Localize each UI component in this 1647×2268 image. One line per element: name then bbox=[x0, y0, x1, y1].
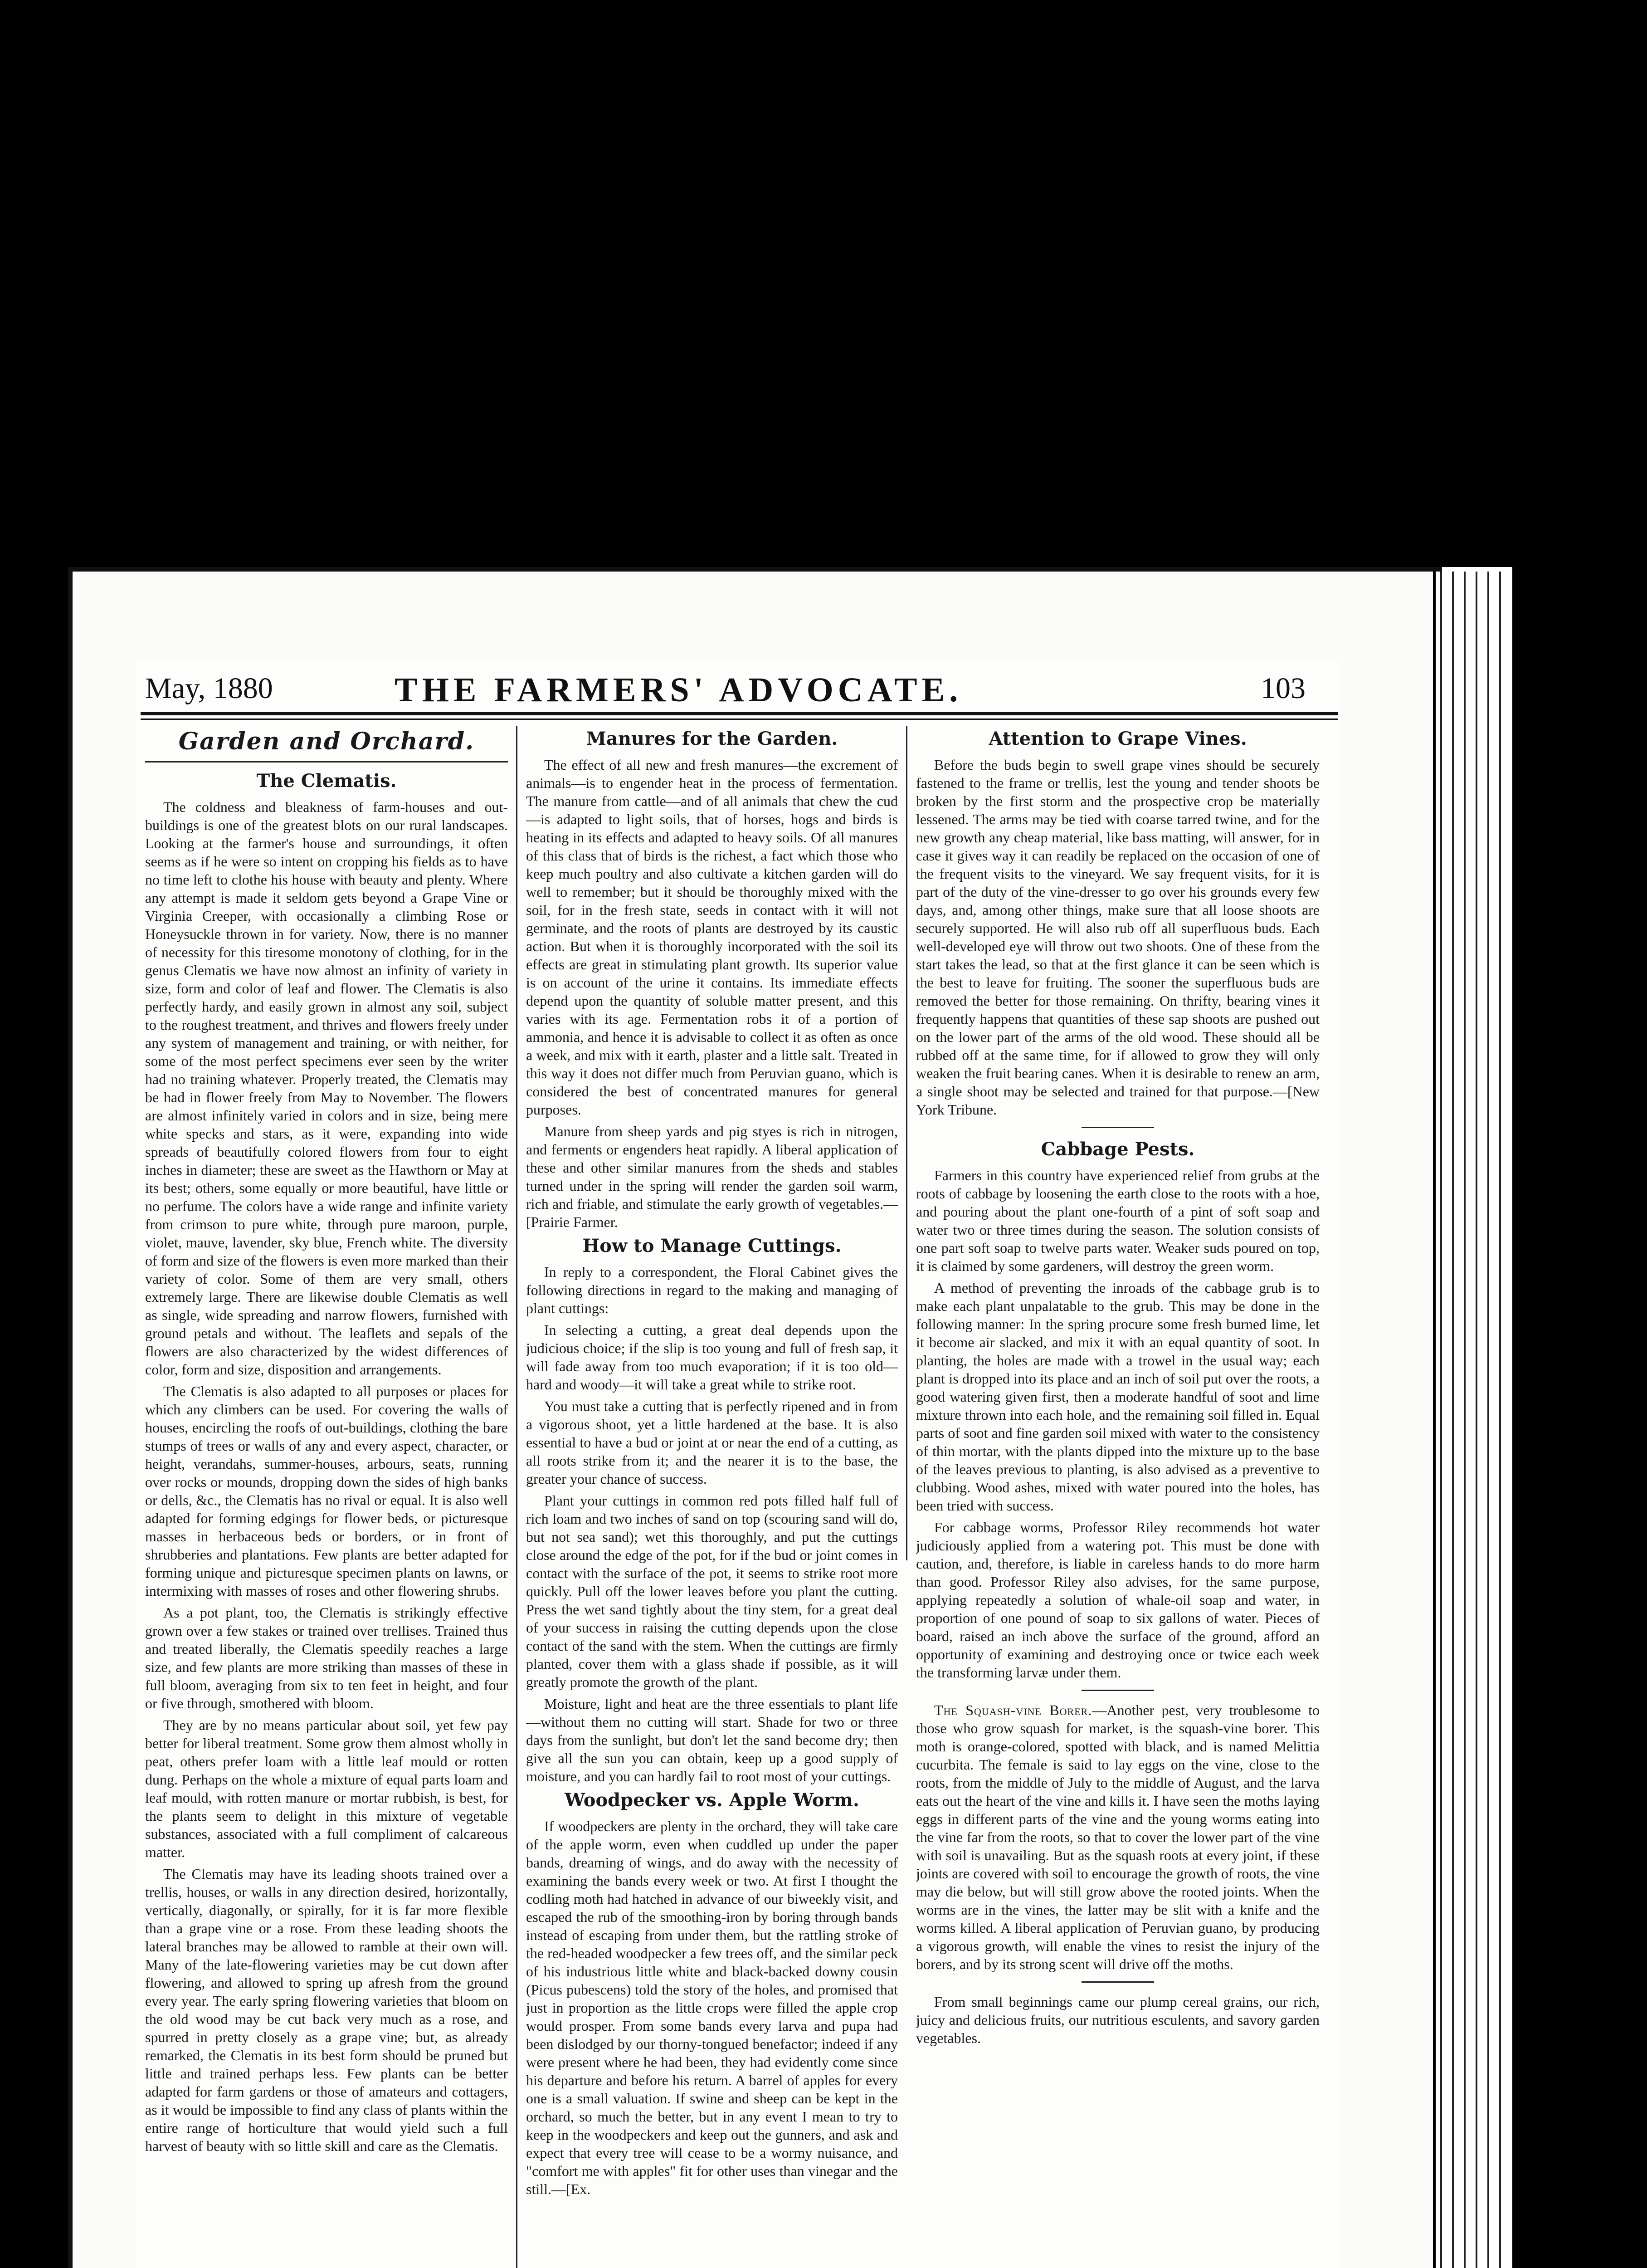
section-divider bbox=[1082, 1981, 1154, 1983]
column-3 bbox=[916, 726, 1320, 2268]
paragraph: The Clematis is also adapted to all purposes or places for which any climbers can be used. For covering the walls of houses, encircling the roofs of out-buildings, clothing the bare stumps of trees or walls of any and every aspect, character, or height, verandahs, summer-houses, arbours, seats, running over rocks or mounds, dropping down the sides of high banks or dells, &c., the Clematis has no rival or equal. It is also well adapted for forming edgings for flower beds, or picturesque masses in herbaceous beds or borders, or in front of shrubberies and plantations. Few plants are better adapted for forming unique and picturesque specimen plants on lawns, or intermixing with masses of roses and other flowering shrubs. bbox=[145, 1383, 508, 1599]
scan-background bbox=[0, 0, 1647, 567]
squash-borer-lead: The Squash-vine Borer. bbox=[934, 1702, 1092, 1718]
paragraph: The effect of all new and fresh manures—the excrement of animals—is to engender heat in the process of fermentation. The manure from cattle—and of all animals that chew the cud—is adapted to light soils, that of horses, hogs and birds is heating in its effects and adapted to heavy soils. Of all manures of this class that of birds is the richest, a fact which those who keep much poultry and also cultivate a kitchen garden will do well to remember; but it should be thoroughly mixed with the soil, for in the fresh state, seeds in contact with it will not germinate, and the roots of plants are destroyed by its caustic action. But when it is thoroughly incorporated with the soil its effects are great in stimulating plant growth. Its superior value is on account of the urine it contains. Its immediate effects depend upon the quantity of soluble matter present, and this varies with its age. Fermentation robs it of a portion of ammonia, and hence it is advisable to collect it as often as once a week, and mix with it earth, plaster and a little salt. Treated in this way it does not differ much from Peruvian guano, which is considered the best of concentrated manures for general purposes. bbox=[526, 757, 898, 1118]
paragraph: If woodpeckers are plenty in the orchard, they will take care of the apple worm, even when cuddled up under the paper bands, dreaming of wings, and do away with the necessity of examining the bands every week or two. At first I thought the codling moth had hatched in advance of our biweekly visit, and escaped the rub of the smoothing-iron by boring through bands instead of escaping from under them, but the rattling stroke of the red-headed woodpecker a few trees off, and the similar peck of his industrious little white and black-backed downy cousin (Picus pubescens) told the story of the holes, and promised that just in proportion as the little crops were filled the apple crop would prosper. From some bands every larva and pupa had been dislodged by our thorny-tongued benefactor; indeed if any were present where he had been, they had evidently come since his departure and before his return. A barrel of apples for every one is a small valuation. If swine and sheep can be kept in the orchard, so much the better, but in any event I mean to try to keep in the woodpeckers and keep out the gunners, and ask and expect that every tree will cease to be a wormy nuisance, and "comfort me with apples" fit for other uses than vinegar and the still.—[Ex. bbox=[526, 1818, 898, 2197]
column-divider-1 bbox=[516, 726, 517, 2268]
masthead-title: THE FARMERS' ADVOCATE. bbox=[395, 671, 963, 709]
paragraph: As a pot plant, too, the Clematis is strikingly effective grown over a few stakes or trained over trellises. Trained thus and treated liberally, the Clematis speedily reaches a large size, and few plants are more striking than masses of these in full bloom, averaging from six to ten feet in height, and four or five through, smothered with bloom. bbox=[145, 1604, 508, 1711]
article-title-cabbage: Cabbage Pests. bbox=[1041, 1139, 1195, 1160]
paragraph: The coldness and bleakness of farm-houses and out-buildings is one of the greatest blots on our rural landscapes. Looking at the farmer's house and surroundings, it often seems as if he were so intent on cropping his fields as to have no time left to clothe his house with beauty and plenty. Where any attempt is made it seldom gets beyond a Grape Vine or Virginia Creeper, with occasionally a climbing Rose or Honeysuckle thrown in for variety. Now, there is no manner of necessity for this tiresome monotony of clothing, for in the genus Clematis we have now almost an infinity of variety in size, form and color of leaf and flower. The Clematis is also perfectly hardy, and easily grown in almost any soil, subject to the roughest treatment, and thrives and flowers freely under any system of management and training, or with neither, for some of the most perfect specimens ever seen by the writer had no training whatever. Properly treated, the Clematis may be had in flower freely from May to November. The flowers are almost infinitely varied in colors and in size, being mere white specks and stars, as it were, expanding into wide spreads of beautifully colored flowers from four to eight inches in diameter; these are sweet as the Hawthorn or May at its best; others, some equally or more beautiful, have little or no perfume. The colors have a wide range and infinite variety from crimson to pure white, through pure maroon, purple, violet, mauve, lavender, sky blue, French white. The diversity of form and size of the flowers is even more marked than their variety of color. Some of them are very small, others extremely large. There are likewise double Clematis as well as single, wide spreading and narrow flowers, furnished with ground petals and without. The leaflets and sepals of the flowers are also characterized by the widest differences of color, form and size, disposition and arrangements. bbox=[145, 799, 508, 1378]
column-divider-2 bbox=[906, 726, 907, 1560]
article-title-grapes: Attention to Grape Vines. bbox=[989, 728, 1247, 749]
section-divider bbox=[1082, 1127, 1154, 1128]
column-1 bbox=[145, 726, 508, 2268]
page-edges bbox=[1433, 572, 1510, 2268]
page-header bbox=[136, 662, 1342, 708]
department-rule bbox=[145, 761, 508, 763]
paragraph: In reply to a correspondent, the Floral Cabinet gives the following directions in regard to the making and managing of plant cuttings: bbox=[526, 1264, 898, 1316]
paragraph: Plant your cuttings in common red pots filled half full of rich loam and two inches of sand on top (scouring sand will do, but not sea sand); wet this thoroughly, and put the cuttings close around the edge of the pot, for if the bud or joint comes in contact with the surface of the pot, it seems to strike root more quickly. Pull off the lower leaves before you plant the cutting. Press the wet sand tightly about the tiny stem, for a great deal of your success in raising the cutting depends upon the close contact of the sand with the stem. When the cuttings are firmly planted, cover them with a glass shade if possible, as it will greatly promote the growth of the plant. bbox=[526, 1492, 898, 1690]
paragraph: Moisture, light and heat are the three essentials to plant life—without them no cutting will start. Shade for two or three days from the sunlight, but don't let the sand become dry; then give all the sun you can obtain, keep up a good supply of moisture, and you can hardly fail to root most of your cuttings. bbox=[526, 1696, 898, 1784]
squash-borer-paragraph bbox=[916, 1701, 1320, 1973]
paragraph: Manure from sheep yards and pig styes is rich in nitrogen, and ferments or engenders heat rapidly. A liberal application of these and other similar manures from the sheds and stables turned under in the spring will render the garden soil warm, rich and friable, and stimulate the early growth of vegetables.—[Prairie Farmer. bbox=[526, 1123, 898, 1230]
paragraph: You must take a cutting that is perfectly ripened and in from a vigorous shoot, yet a little hardened at the base. It is also essential to have a bud or joint at or near the end of a cutting, as all roots strike from it; and the nearer it is to the base, the greater your chance of success. bbox=[526, 1398, 898, 1487]
article-title-woodpecker: Woodpecker vs. Apple Worm. bbox=[565, 1789, 859, 1811]
closing-paragraph: From small beginnings came our plump cereal grains, our rich, juicy and delicious fruits, our nutritious esculents, and savory garden vegetables. bbox=[916, 1994, 1320, 2046]
column-2 bbox=[526, 726, 898, 2268]
paragraph: For cabbage worms, Professor Riley recommends hot water judiciously applied from a watering pot. This must be done with caution, and, therefore, is liable in careless hands to do more harm than good. Professor Riley also advises, for the same purpose, applying repeatedly a solution of whale-oil soap and water, in proportion of one pound of soap to six gallons of water. Pieces of board, raised an inch above the surface of the ground, afford an opportunity of examining and destroying once or twice each week the transforming larvæ under them. bbox=[916, 1519, 1320, 1681]
paragraph: Farmers in this country have experienced relief from grubs at the roots of cabbage by loosening the earth close to the roots with a hoe, and pouring about the plant one-fourth of a pint of soft soap and water two or three times during the season. The solution consists of one part soft soap to twelve parts water. Weaker suds poured on top, it is claimed by some gardeners, will destroy the green worm. bbox=[916, 1167, 1320, 1274]
section-divider bbox=[1082, 1690, 1154, 1691]
paragraph: Before the buds begin to swell grape vines should be securely fastened to the frame or trellis, lest the young and tender shoots be broken by the first storm and the prospective crop be materially lessened. The arms may be tied with coarse tarred twine, and for the new growth any cheap material, like bass matting, will answer, for in case it gives way it can readily be replaced on the occasion of one of the frequent visits to the vineyard. We say frequent visits, for it is part of the duty of the vine-dresser to go over his grounds every few days, and, among other things, make sure that all loose shoots are securely supported. He will also rub off all superfluous buds. Each well-developed eye will throw out two shoots. One of these from the start takes the lead, so that at the first glance it can be seen which is the best to leave for fruiting. The sooner the superfluous buds are removed the better for those remaining. On thrifty, bearing vines it frequently happens that quantities of these sap shoots are pushed out on the lower part of the arms of the old wood. These should all be rubbed off at the same time, for if allowed to grow they will only weaken the fruit bearing canes. When it is desirable to renew an arm, a single shoot may be selected and trained for that purpose.—[New York Tribune. bbox=[916, 757, 1320, 1118]
department-heading: Garden and Orchard. bbox=[178, 728, 475, 755]
paragraph: They are by no means particular about soil, yet few pay better for liberal treatment. Some grow them almost wholly in peat, others prefer loam with a little leaf mould or rotten dung. Perhaps on the whole a mixture of equal parts loam and leaf mould, with rotten manure or mortar rubbish, is best, for the plants seem to delight in this mixture of vegetable substances, associated with a full compliment of calcareous matter. bbox=[145, 1717, 508, 1860]
paragraph: A method of preventing the inroads of the cabbage grub is to make each plant unpalatable to the grub. This may be done in the following manner: In the spring procure some fresh burned lime, let it become air slacked, and mix it with an equal quantity of soot. In planting, the holes are made with a trowel in the usual way; each plant is dropped into its place and an inch of soil put over the roots, a good watering given first, then a moderate handful of soot and lime mixture thrown into each hole, and the remaining soil filled in. Equal parts of soot and fine garden soil mixed with water to the consistency of thin mortar, with the plants dipped into the mixture up to the base of the leaves previous to planting, is also advised as a preventive to clubbing. Wood ashes, mixed with water poured into the holes, has been tried with success. bbox=[916, 1280, 1320, 1514]
article-title-clematis: The Clematis. bbox=[256, 770, 397, 792]
newspaper-page bbox=[136, 662, 1342, 2268]
page-number: 103 bbox=[1261, 672, 1306, 705]
squash-borer-text: —Another pest, very troublesome to those who grow squash for market, is the squash-vine borer. This moth is orange-colored, spotted with black, and is named Melittia cucurbita. The female is said to lay eggs on the vine, close to the roots, from the middle of July to the middle of August, and the larva eats out the heart of the vine and kills it. I have seen the moths laying eggs in different parts of the vine and the young worms eating into the vine far from the roots, so that to cover the lower part of the vine with soil is unavailing. But as the squash roots at every joint, if these joints are covered with soil to encourage the growth of roots, the vine may die below, but will still grow above the rooted joints. When the worms are in the vines, the latter may be slit with a knife and the worms killed. A liberal application of Peruvian guano, by producing a vigorous growth, will enable the vines to resist the injury of the borers, and by its strong scent will drive off the moths. bbox=[916, 1702, 1320, 1972]
issue-date: May, 1880 bbox=[145, 672, 273, 705]
article-title-cuttings: How to Manage Cuttings. bbox=[582, 1235, 842, 1256]
paragraph: The Clematis may have its leading shoots trained over a trellis, houses, or walls in any direction desired, horizontally, vertically, diagonally, or spirally, for it is far more flexible than a grape vine or a rose. From these leading shoots the lateral branches may be allowed to ramble at their own will. Many of the late-flowering varieties may be cut down after flowering, and allowed to spring up afresh from the ground every year. The early spring flowering varieties that bloom on the old wood may be cut back very much as a rose, and spurred in pretty closely as a grape vine; but, as already remarked, the Clematis in its best form should be pruned but little and trained perhaps less. Few plants can be better adapted for farm gardens or those of amateurs and cottagers, as it would be impossible to find any class of plants within the entire range of horticulture that would yield such a full harvest of beauty with so little skill and care as the Clematis. bbox=[145, 1866, 508, 2154]
header-rule-thick bbox=[141, 712, 1338, 715]
header-rule-thin bbox=[141, 719, 1338, 720]
article-title-manures: Manures for the Garden. bbox=[586, 728, 838, 749]
paragraph: In selecting a cutting, a great deal depends upon the judicious choice; if the slip is too young and full of fresh sap, it will fade away from too much evaporation; if it is too old—hard and woody—it will take a great while to strike root. bbox=[526, 1322, 898, 1393]
